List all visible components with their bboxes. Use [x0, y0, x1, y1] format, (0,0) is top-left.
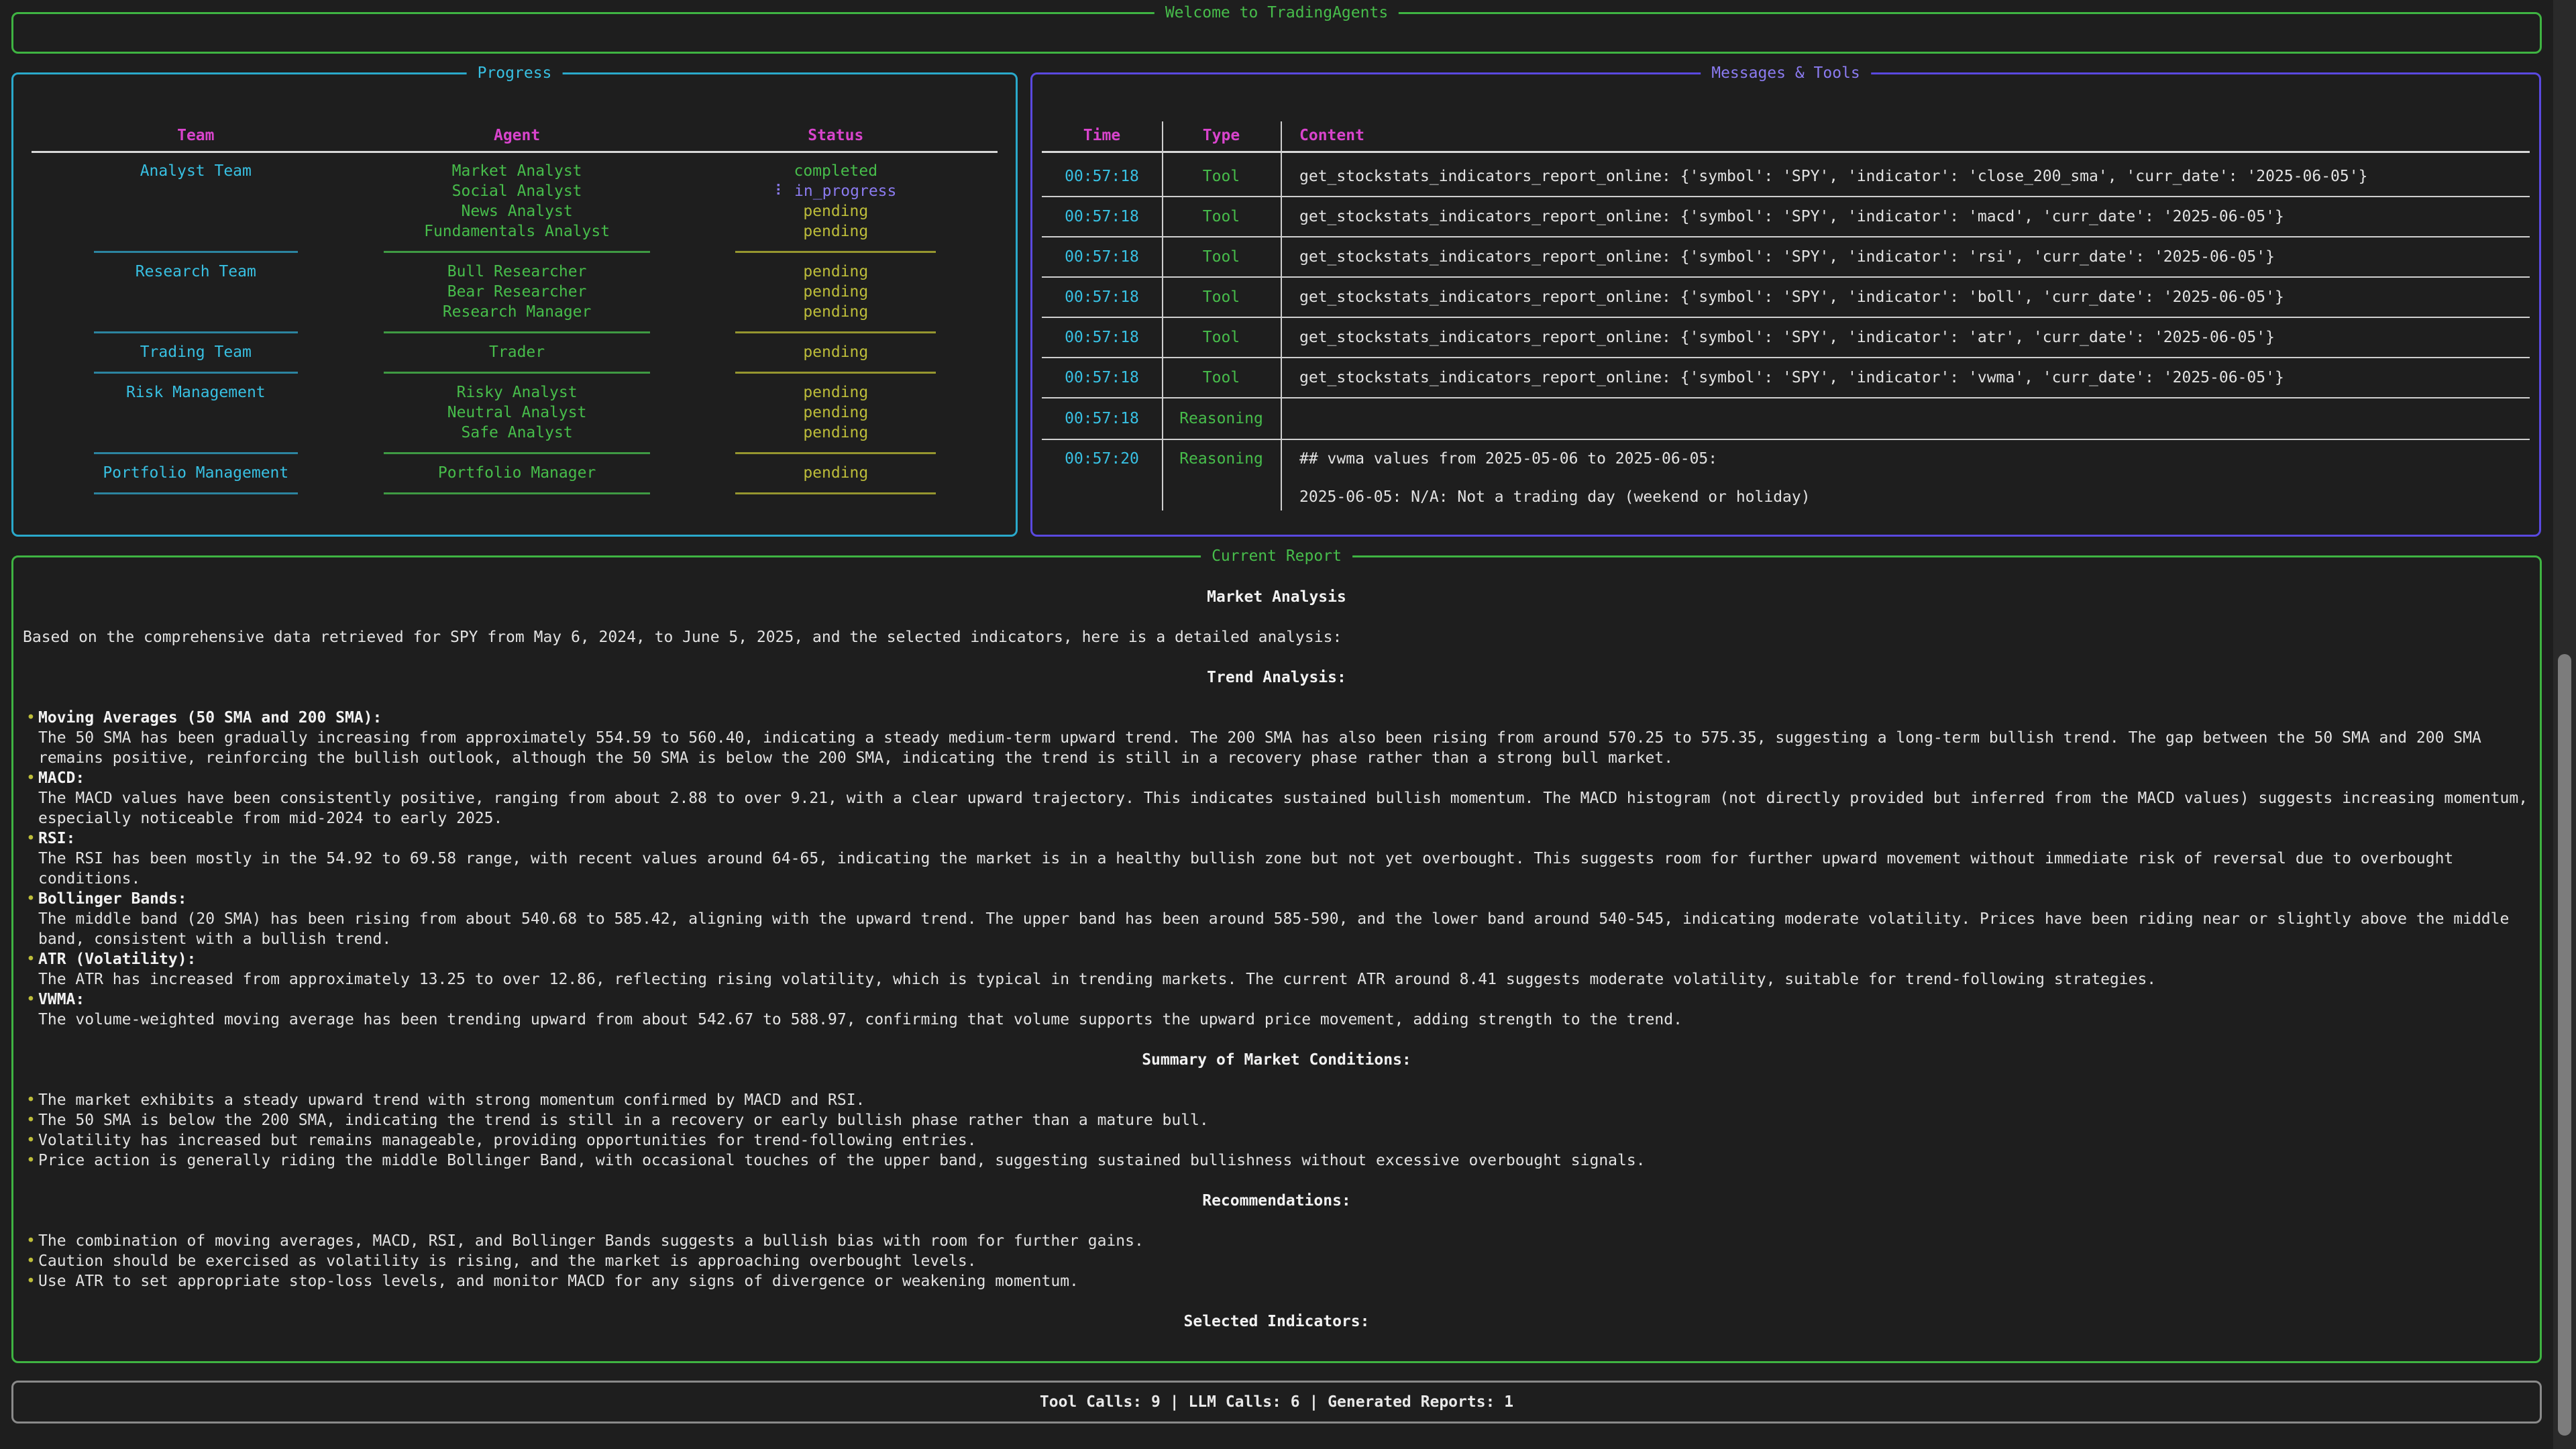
progress-table [32, 125, 998, 503]
team-name: Research Team [135, 263, 256, 280]
message-row [1042, 358, 2530, 398]
table-row [32, 463, 998, 483]
table-row [32, 181, 998, 201]
recommendations-bullet-list [23, 1231, 2530, 1291]
bullet-title: ATR (Volatility): [38, 951, 197, 968]
bullet-text: Price action is generally riding the middle Bollinger Band, with occasional touches of the upper band, suggesting sustained bullishness without excessive overbought signals. [38, 1152, 1646, 1169]
bullet-text: Volatility has increased but remains manageable, providing opportunities for trend-following entries. [38, 1132, 977, 1149]
bullet-icon: • [26, 709, 36, 727]
messages-header-row [1042, 125, 2530, 146]
scrollbar-track[interactable] [2553, 0, 2576, 1449]
message-row [1042, 278, 2530, 318]
message-content: get_stockstats_indicators_report_online: {'symbol': 'SPY', 'indicator': 'close_200_sma', 'curr_date': '2025-06-05'} [1299, 168, 2368, 185]
bullet-icon: • [26, 1132, 36, 1149]
column-header-time: Time [1083, 127, 1121, 144]
progress-panel [11, 64, 1018, 537]
message-type: Tool [1202, 168, 1240, 185]
message-content: get_stockstats_indicators_report_online: {'symbol': 'SPY', 'indicator': 'macd', 'curr_date': '2025-06-05'} [1299, 208, 2284, 225]
column-header-status: Status [808, 127, 864, 144]
status-badge [674, 181, 998, 201]
spinner-icon: ⠇ [775, 182, 787, 200]
status-badge: pending [803, 223, 869, 240]
current-report-title: Current Report [1201, 546, 1352, 566]
bullet-text: The 50 SMA is below the 200 SMA, indicating the trend is still in a recovery or early bullish phase rather than a mature bull. [38, 1112, 1209, 1129]
message-content-line: ## vwma values from 2025-05-06 to 2025-06-05: [1299, 450, 1718, 468]
current-report-panel [11, 547, 2542, 1363]
bullet-text: Caution should be exercised as volatility is rising, and the market is approaching overbought levels. [38, 1252, 977, 1270]
message-type: Tool [1202, 248, 1240, 266]
header-rule [1042, 151, 2530, 153]
report-intro: Based on the comprehensive data retrieved for SPY from May 6, 2024, to June 5, 2025, and the selected indicators, here is a detailed analysis: [23, 629, 1342, 646]
agent-name: Neutral Analyst [447, 404, 587, 421]
table-row [32, 302, 998, 322]
message-time: 00:57:18 [1065, 248, 1139, 266]
status-badge: pending [803, 263, 869, 280]
welcome-panel [11, 4, 2542, 54]
status-badge: pending [803, 464, 869, 482]
bullet-title: Bollinger Bands: [38, 890, 187, 908]
message-content: get_stockstats_indicators_report_online: {'symbol': 'SPY', 'indicator': 'rsi', 'curr_date': '2025-06-05'} [1299, 248, 2275, 266]
agent-name: Market Analyst [451, 162, 582, 180]
status-badge: pending [803, 303, 869, 321]
bullet-text: The combination of moving averages, MACD, RSI, and Bollinger Bands suggests a bullish bias with room for further gains. [38, 1232, 1144, 1250]
stats-text: Tool Calls: 9 | LLM Calls: 6 | Generated Reports: 1 [1039, 1393, 1514, 1411]
message-type: Tool [1202, 288, 1240, 306]
header-rule [32, 151, 998, 153]
message-row [1042, 157, 2530, 197]
table-row [32, 282, 998, 302]
team-name: Trading Team [140, 343, 252, 361]
message-content-line: 2025-06-05: N/A: Not a trading day (weekend or holiday) [1299, 488, 1811, 506]
team-name: Portfolio Management [103, 464, 289, 482]
message-content: get_stockstats_indicators_report_online: {'symbol': 'SPY', 'indicator': 'atr', 'curr_date': '2025-06-05'} [1299, 329, 2275, 346]
list-item [23, 1130, 2530, 1150]
bullet-text: The MACD values have been consistently positive, ranging from about 2.88 to over 9.21, with a clear upward trajectory. This indicates sustained bullish momentum. The MACD histogram (not directly provided but inferred from the MACD values) suggests increasing momentum, especially noticeable from mid-2024 to early 2025. [38, 790, 2528, 827]
report-heading-summary: Summary of Market Conditions: [1142, 1051, 1411, 1069]
message-content [1281, 449, 2530, 507]
bullet-text: Use ATR to set appropriate stop-loss levels, and monitor MACD for any signs of divergence or weakening momentum. [38, 1273, 1079, 1290]
list-item [23, 1271, 2530, 1291]
agent-name: News Analyst [461, 203, 573, 220]
welcome-title: Welcome to TradingAgents [1155, 3, 1399, 23]
table-row [32, 262, 998, 282]
agent-name: Risky Analyst [456, 384, 578, 401]
agent-name: Portfolio Manager [437, 464, 596, 482]
bullet-text: The ATR has increased from approximately 13.25 to over 12.86, reflecting rising volatility, which is typical in trending markets. The current ATR around 8.41 suggests moderate volatility, suitable for trend-following strategies. [38, 971, 2157, 988]
bullet-icon: • [26, 1273, 36, 1290]
status-badge: completed [794, 162, 878, 180]
bullet-title: MACD: [38, 769, 85, 787]
team-name: Analyst Team [140, 162, 252, 180]
list-item [23, 768, 2530, 828]
column-divider [1162, 121, 1163, 511]
bullet-text: The volume-weighted moving average has been trending upward from about 542.67 to 588.97, confirming that volume supports the upward price movement, adding strength to the trend. [38, 1011, 1682, 1028]
bullet-icon: • [26, 951, 36, 968]
team-name: Risk Management [125, 384, 266, 401]
agent-name: Research Manager [442, 303, 592, 321]
list-item [23, 1150, 2530, 1171]
message-row [1042, 237, 2530, 278]
bullet-icon: • [26, 890, 36, 908]
bullet-title: Moving Averages (50 SMA and 200 SMA): [38, 709, 382, 727]
agent-name: Trader [489, 343, 545, 361]
message-type: Tool [1202, 329, 1240, 346]
messages-tools-panel [1030, 64, 2541, 537]
scrollbar-thumb[interactable] [2558, 654, 2571, 1436]
bullet-text: The market exhibits a steady upward trend with strong momentum confirmed by MACD and RSI. [38, 1091, 865, 1109]
message-time: 00:57:18 [1065, 168, 1139, 185]
bullet-text: The middle band (20 SMA) has been rising from about 540.68 to 585.42, aligning with the upward trend. The upper band has been around 585-590, and the lower band around 540-545, indicating moderate volatility. Prices have been riding near or slightly above the middle band, consistent with a bullish trend. [38, 910, 2510, 948]
list-item [23, 1090, 2530, 1110]
bullet-icon: • [26, 769, 36, 787]
message-row [1042, 440, 2530, 511]
status-label: in_progress [794, 182, 897, 200]
list-item [23, 1251, 2530, 1271]
message-content: get_stockstats_indicators_report_online: {'symbol': 'SPY', 'indicator': 'boll', 'curr_date': '2025-06-05'} [1299, 288, 2284, 306]
bullet-icon: • [26, 1152, 36, 1169]
report-heading-trend-analysis: Trend Analysis: [1207, 669, 1346, 686]
group-separator [32, 443, 998, 463]
table-row [32, 342, 998, 362]
messages-tools-title: Messages & Tools [1701, 63, 1871, 83]
trend-bullet-list [23, 708, 2530, 1030]
message-content: get_stockstats_indicators_report_online: {'symbol': 'SPY', 'indicator': 'vwma', 'curr_date': '2025-06-05'} [1299, 369, 2284, 386]
bullet-icon: • [26, 991, 36, 1008]
bullet-title: RSI: [38, 830, 76, 847]
stats-bar [11, 1381, 2542, 1424]
status-badge: pending [803, 283, 869, 301]
message-time: 00:57:18 [1065, 208, 1139, 225]
column-header-type: Type [1202, 127, 1240, 144]
bullet-icon: • [26, 1112, 36, 1129]
message-type: Tool [1202, 208, 1240, 225]
team-name [32, 181, 360, 201]
group-separator [32, 483, 998, 503]
table-row [32, 201, 998, 221]
list-item [23, 989, 2530, 1030]
column-header-content: Content [1299, 127, 1364, 144]
bullet-text: The 50 SMA has been gradually increasing from approximately 554.59 to 560.40, indicating a steady medium-term upward trend. The 200 SMA has also been rising from around 570.25 to 575.35, suggesting a long-term bullish trend. The gap between the 50 SMA and 200 SMA remains positive, reinforcing the bullish outlook, although the 50 SMA is below the 200 SMA, indicating the trend is still in a recovery phase rather than a strong bull market. [38, 729, 2481, 767]
list-item [23, 708, 2530, 768]
progress-header-row [32, 125, 998, 146]
bullet-icon: • [26, 1232, 36, 1250]
message-row [1042, 398, 2530, 440]
message-time: 00:57:18 [1065, 410, 1139, 427]
message-time: 00:57:18 [1065, 288, 1139, 306]
summary-bullet-list [23, 1090, 2530, 1171]
list-item [23, 1110, 2530, 1130]
group-separator [32, 362, 998, 382]
bullet-text: The RSI has been mostly in the 54.92 to 69.58 range, with recent values around 64-65, indicating the market is in a healthy bullish zone but not yet overbought. This suggests room for further upward movement without immediate risk of reversal due to overbought conditions. [38, 850, 2454, 888]
messages-table [1042, 125, 2530, 511]
report-heading-selected-indicators: Selected Indicators: [1183, 1313, 1370, 1330]
table-row [32, 423, 998, 443]
group-separator [32, 241, 998, 262]
table-row [32, 161, 998, 181]
message-time: 00:57:18 [1065, 369, 1139, 386]
column-divider [1281, 121, 1282, 511]
list-item [23, 1231, 2530, 1251]
agent-name: Bear Researcher [447, 283, 587, 301]
agent-name: Fundamentals Analyst [424, 223, 610, 240]
list-item [23, 949, 2530, 989]
bullet-icon: • [26, 1252, 36, 1270]
message-time: 00:57:20 [1065, 450, 1139, 468]
agent-name: Bull Researcher [447, 263, 587, 280]
message-type: Tool [1202, 369, 1240, 386]
table-row [32, 382, 998, 402]
status-badge: pending [803, 203, 869, 220]
status-badge: pending [803, 404, 869, 421]
agent-name: Social Analyst [451, 182, 582, 200]
group-separator [32, 322, 998, 342]
message-type: Reasoning [1179, 410, 1263, 427]
status-badge: pending [803, 424, 869, 441]
table-row [32, 221, 998, 241]
report-heading-recommendations: Recommendations: [1202, 1192, 1351, 1210]
status-badge: pending [803, 343, 869, 361]
bullet-icon: • [26, 830, 36, 847]
report-content [23, 587, 2530, 1332]
message-type: Reasoning [1179, 450, 1263, 468]
bullet-icon: • [26, 1091, 36, 1109]
list-item [23, 828, 2530, 889]
column-header-team: Team [177, 127, 215, 144]
progress-title: Progress [467, 63, 563, 83]
agent-name: Safe Analyst [461, 424, 573, 441]
table-row [32, 402, 998, 423]
progress-rows [32, 161, 998, 503]
message-row [1042, 318, 2530, 358]
message-time: 00:57:18 [1065, 329, 1139, 346]
message-row [1042, 197, 2530, 237]
list-item [23, 889, 2530, 949]
column-header-agent: Agent [493, 127, 541, 144]
bullet-title: VWMA: [38, 991, 85, 1008]
status-badge: pending [803, 384, 869, 401]
report-heading-market-analysis: Market Analysis [1207, 588, 1346, 606]
